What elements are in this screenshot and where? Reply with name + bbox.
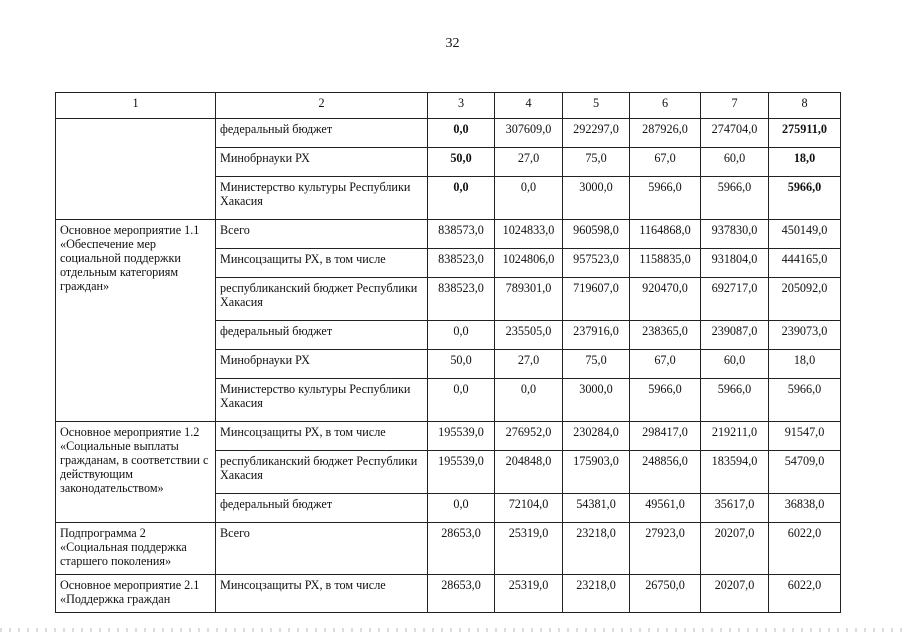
value-cell: 838523,0: [428, 249, 495, 278]
value-cell: 205092,0: [769, 278, 841, 321]
source-cell: Минсоцзащиты РХ, в том числе: [216, 422, 428, 451]
program-cell: [56, 119, 216, 220]
value-cell: 1024806,0: [495, 249, 563, 278]
value-cell: 50,0: [428, 350, 495, 379]
value-cell: 5966,0: [701, 177, 769, 220]
value-cell: 183594,0: [701, 451, 769, 494]
column-header: 7: [701, 93, 769, 119]
source-cell: Минобрнауки РХ: [216, 350, 428, 379]
value-cell: 6022,0: [769, 523, 841, 575]
value-cell: 444165,0: [769, 249, 841, 278]
column-header: 8: [769, 93, 841, 119]
value-cell: 719607,0: [563, 278, 630, 321]
value-cell: 235505,0: [495, 321, 563, 350]
value-cell: 175903,0: [563, 451, 630, 494]
column-header: 4: [495, 93, 563, 119]
value-cell: 0,0: [428, 177, 495, 220]
value-cell: 292297,0: [563, 119, 630, 148]
value-cell: 195539,0: [428, 422, 495, 451]
value-cell: 60,0: [701, 350, 769, 379]
value-cell: 204848,0: [495, 451, 563, 494]
source-cell: республиканский бюджет Республики Хакасия: [216, 451, 428, 494]
value-cell: 5966,0: [769, 379, 841, 422]
value-cell: 237916,0: [563, 321, 630, 350]
source-cell: республиканский бюджет Республики Хакасия: [216, 278, 428, 321]
value-cell: 25319,0: [495, 575, 563, 613]
header-row: [56, 93, 841, 119]
value-cell: 238365,0: [630, 321, 701, 350]
source-cell: Всего: [216, 220, 428, 249]
value-cell: 25319,0: [495, 523, 563, 575]
value-cell: 18,0: [769, 350, 841, 379]
value-cell: 20207,0: [701, 523, 769, 575]
source-cell: Минсоцзащиты РХ, в том числе: [216, 575, 428, 613]
value-cell: 35617,0: [701, 494, 769, 523]
value-cell: 20207,0: [701, 575, 769, 613]
value-cell: 838523,0: [428, 278, 495, 321]
column-header: 6: [630, 93, 701, 119]
value-cell: 960598,0: [563, 220, 630, 249]
value-cell: 27,0: [495, 148, 563, 177]
value-cell: 230284,0: [563, 422, 630, 451]
value-cell: 0,0: [428, 379, 495, 422]
value-cell: 6022,0: [769, 575, 841, 613]
value-cell: 50,0: [428, 148, 495, 177]
source-cell: Всего: [216, 523, 428, 575]
program-cell: Основное мероприятие 1.2 «Социальные выплаты гражданам, в соответствии с действующим законодательством»: [56, 422, 216, 523]
value-cell: 298417,0: [630, 422, 701, 451]
value-cell: 60,0: [701, 148, 769, 177]
value-cell: 275911,0: [769, 119, 841, 148]
value-cell: 1024833,0: [495, 220, 563, 249]
value-cell: 0,0: [428, 494, 495, 523]
value-cell: 67,0: [630, 148, 701, 177]
value-cell: 5966,0: [769, 177, 841, 220]
table-row: [56, 119, 841, 148]
value-cell: 838573,0: [428, 220, 495, 249]
value-cell: 219211,0: [701, 422, 769, 451]
program-cell: Основное мероприятие 1.1 «Обеспечение мер социальной поддержки отдельным категориям граждан»: [56, 220, 216, 422]
table-row: [56, 220, 841, 249]
value-cell: 91547,0: [769, 422, 841, 451]
column-header: 5: [563, 93, 630, 119]
column-header: 2: [216, 93, 428, 119]
value-cell: 18,0: [769, 148, 841, 177]
value-cell: 692717,0: [701, 278, 769, 321]
value-cell: 5966,0: [630, 177, 701, 220]
value-cell: 28653,0: [428, 523, 495, 575]
value-cell: 937830,0: [701, 220, 769, 249]
value-cell: 75,0: [563, 350, 630, 379]
value-cell: 75,0: [563, 148, 630, 177]
value-cell: 23218,0: [563, 575, 630, 613]
value-cell: 287926,0: [630, 119, 701, 148]
value-cell: 0,0: [428, 119, 495, 148]
value-cell: 1158835,0: [630, 249, 701, 278]
value-cell: 28653,0: [428, 575, 495, 613]
value-cell: 5966,0: [630, 379, 701, 422]
value-cell: 54709,0: [769, 451, 841, 494]
table-row: [56, 422, 841, 451]
value-cell: 23218,0: [563, 523, 630, 575]
value-cell: 0,0: [495, 177, 563, 220]
table-row: [56, 523, 841, 575]
column-header: 3: [428, 93, 495, 119]
value-cell: 72104,0: [495, 494, 563, 523]
value-cell: 307609,0: [495, 119, 563, 148]
value-cell: 931804,0: [701, 249, 769, 278]
program-cell: Основное мероприятие 2.1 «Поддержка граждан: [56, 575, 216, 613]
value-cell: 920470,0: [630, 278, 701, 321]
value-cell: 450149,0: [769, 220, 841, 249]
value-cell: 5966,0: [701, 379, 769, 422]
value-cell: 36838,0: [769, 494, 841, 523]
value-cell: 239087,0: [701, 321, 769, 350]
source-cell: федеральный бюджет: [216, 494, 428, 523]
value-cell: 239073,0: [769, 321, 841, 350]
value-cell: 67,0: [630, 350, 701, 379]
budget-table: [55, 92, 841, 613]
program-cell: Подпрограмма 2 «Социальная поддержка старшего поколения»: [56, 523, 216, 575]
value-cell: 26750,0: [630, 575, 701, 613]
value-cell: 3000,0: [563, 379, 630, 422]
scan-artifact: [0, 628, 905, 632]
value-cell: 1164868,0: [630, 220, 701, 249]
value-cell: 27923,0: [630, 523, 701, 575]
value-cell: 3000,0: [563, 177, 630, 220]
value-cell: 0,0: [495, 379, 563, 422]
value-cell: 248856,0: [630, 451, 701, 494]
value-cell: 276952,0: [495, 422, 563, 451]
source-cell: Минсоцзащиты РХ, в том числе: [216, 249, 428, 278]
value-cell: 27,0: [495, 350, 563, 379]
source-cell: Министерство культуры Республики Хакасия: [216, 379, 428, 422]
value-cell: 54381,0: [563, 494, 630, 523]
source-cell: федеральный бюджет: [216, 119, 428, 148]
value-cell: 957523,0: [563, 249, 630, 278]
page-number: 32: [445, 36, 460, 51]
column-header: 1: [56, 93, 216, 119]
source-cell: Министерство культуры Республики Хакасия: [216, 177, 428, 220]
value-cell: 0,0: [428, 321, 495, 350]
value-cell: 274704,0: [701, 119, 769, 148]
table-row: [56, 575, 841, 613]
value-cell: 49561,0: [630, 494, 701, 523]
source-cell: федеральный бюджет: [216, 321, 428, 350]
source-cell: Минобрнауки РХ: [216, 148, 428, 177]
value-cell: 195539,0: [428, 451, 495, 494]
value-cell: 789301,0: [495, 278, 563, 321]
